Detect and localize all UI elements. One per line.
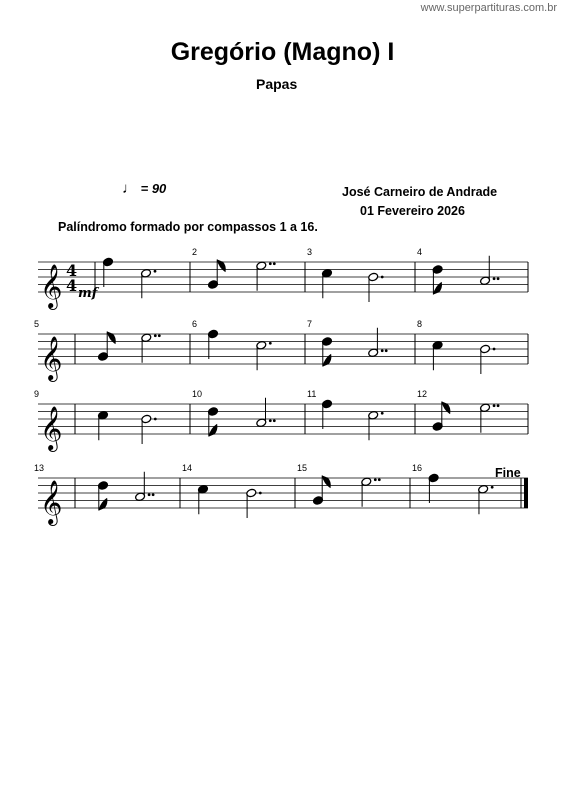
measure-number: 11: [307, 389, 317, 399]
fine-marking: Fine: [495, 466, 521, 480]
augmentation-dot: [493, 404, 496, 407]
performance-comment: Palíndromo formado por compassos 1 a 16.: [58, 220, 318, 234]
treble-clef-icon: 𝄞: [40, 480, 63, 524]
treble-clef-icon: 𝄞: [40, 406, 63, 450]
time-signature-bottom: 4: [66, 276, 78, 295]
augmentation-dot: [491, 486, 494, 489]
augmentation-dot: [493, 277, 496, 280]
measure-number: 5: [34, 319, 40, 329]
augmentation-dot: [273, 419, 276, 422]
tempo-value: = 90: [140, 181, 167, 196]
augmentation-dot: [381, 276, 384, 279]
time-signature-top: 4: [66, 261, 78, 280]
measure-number: 16: [412, 463, 423, 473]
augmentation-dot: [154, 418, 157, 421]
measure-number: 4: [417, 247, 423, 257]
augmentation-dot: [273, 262, 276, 265]
measure-number: 10: [192, 389, 203, 399]
augmentation-dot: [269, 419, 272, 422]
augmentation-dot: [154, 270, 157, 273]
measure-number: 3: [307, 247, 313, 257]
measure-number: 8: [417, 319, 423, 329]
piece-title: Gregório (Magno) I: [170, 38, 395, 66]
measure-number: 2: [192, 247, 198, 257]
augmentation-dot: [378, 478, 381, 481]
composer: José Carneiro de Andrade: [342, 185, 498, 199]
augmentation-dot: [493, 348, 496, 351]
measure-number: 7: [307, 319, 313, 329]
augmentation-dot: [154, 334, 157, 337]
piece-subtitle: Papas: [256, 76, 298, 92]
measure-number: 9: [34, 389, 40, 399]
augmentation-dot: [269, 262, 272, 265]
augmentation-dot: [269, 342, 272, 345]
site-watermark: www.superpartituras.com.br: [420, 2, 557, 14]
quarter-note-icon: ♩: [122, 180, 137, 197]
final-barline: [524, 478, 528, 508]
measure-number: 6: [192, 319, 198, 329]
treble-clef-icon: 𝄞: [40, 264, 63, 308]
augmentation-dot: [158, 334, 161, 337]
augmentation-dot: [497, 404, 500, 407]
augmentation-dot: [259, 492, 262, 495]
augmentation-dot: [385, 349, 388, 352]
measure-number: 14: [182, 463, 193, 473]
augmentation-dot: [152, 493, 155, 496]
dynamic-marking: mf: [78, 286, 98, 301]
augmentation-dot: [497, 277, 500, 280]
augmentation-dot: [381, 349, 384, 352]
measure-number: 12: [417, 389, 428, 399]
date: 01 Fevereiro 2026: [360, 204, 465, 218]
treble-clef-icon: 𝄞: [40, 336, 63, 380]
measure-number: 15: [297, 463, 308, 473]
augmentation-dot: [148, 493, 151, 496]
augmentation-dot: [374, 478, 377, 481]
augmentation-dot: [381, 412, 384, 415]
measure-number: 13: [34, 463, 45, 473]
